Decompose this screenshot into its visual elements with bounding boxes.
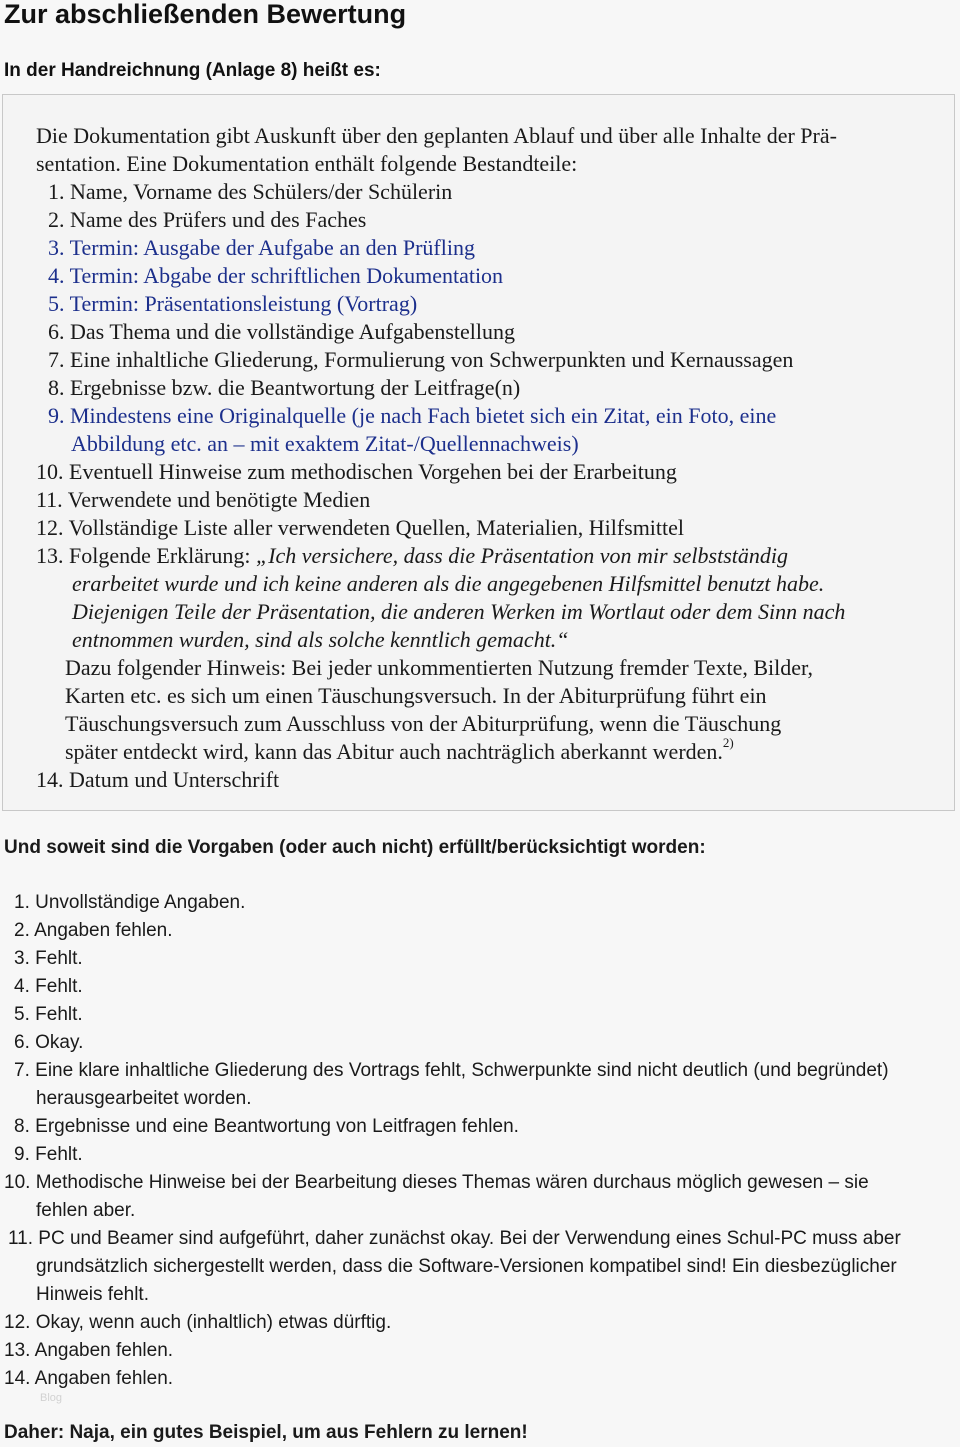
conclusion: Daher: Naja, ein gutes Beispiel, um aus Fehlern zu lernen! — [4, 1422, 528, 1443]
evaluation-item: 7. Eine klare inhaltliche Gliederung des Vortrags fehlt, Schwerpunkte sind nicht deutlich (und begründet) — [14, 1060, 889, 1081]
declaration-line: Diejenigen Teile der Präsentation, die anderen Werken im Wortlaut oder dem Sinn nach — [72, 599, 846, 624]
note-line: Karten etc. es sich um einen Täuschungsversuch. In der Abiturprüfung führt ein — [65, 683, 767, 708]
evaluation-item: 2. Angaben fehlen. — [14, 920, 173, 941]
note-line: später entdeckt wird, kann das Abitur auch nachträglich aberkannt werden.$^{2)}$ — [65, 735, 734, 764]
evaluation-item: 12. Okay, wenn auch (inhaltlich) etwas dürftig. — [4, 1312, 392, 1333]
evaluation-item-continuation: grundsätzlich sichergestellt werden, dass die Software-Versionen kompatibel sind! Ein diesbezüglicher — [36, 1256, 897, 1277]
evaluation-item: 5. Fehlt. — [14, 1004, 83, 1025]
quote-list-item: 14. Datum und Unterschrift — [36, 767, 280, 792]
evaluation-item-continuation: herausgearbeitet worden. — [36, 1088, 252, 1109]
declaration-line: erarbeitet wurde und ich keine anderen als die angegebenen Hilfsmittel benutzt habe. — [72, 571, 825, 596]
evaluation-item: 11. PC und Beamer sind aufgeführt, daher zunächst okay. Bei der Verwendung eines Schul-PC muss aber — [8, 1228, 901, 1249]
evaluation-item-continuation: fehlen aber. — [36, 1200, 136, 1221]
quote-list-item: 10. Eventuell Hinweise zum methodischen Vorgehen bei der Erarbeitung — [36, 459, 677, 484]
quote-list-item: 8. Ergebnisse bzw. die Beantwortung der Leitfrage(n) — [48, 375, 521, 400]
quote-list-item-continuation: Abbildung etc. an – mit exaktem Zitat-/Quellennachweis) — [71, 431, 579, 456]
quote-list-item: 11. Verwendete und benötigte Medien — [36, 487, 371, 512]
quote-paragraph-line: Die Dokumentation gibt Auskunft über den geplanten Ablauf und über alle Inhalte der Prä- — [36, 123, 837, 148]
evaluation-item: 8. Ergebnisse und eine Beantwortung von Leitfragen fehlen. — [14, 1116, 519, 1137]
evaluation-item: 10. Methodische Hinweise bei der Bearbeitung dieses Themas wären durchaus möglich gewesen – sie — [4, 1172, 869, 1193]
quote-list-item: 7. Eine inhaltliche Gliederung, Formulierung von Schwerpunkten und Kernaussagen — [48, 347, 794, 372]
quote-list-item: 3. Termin: Ausgabe der Aufgabe an den Prüfling — [48, 235, 475, 260]
evaluation-item: 13. Angaben fehlen. — [4, 1340, 174, 1361]
quote-list-item: 2. Name des Prüfers und des Faches — [48, 207, 367, 232]
quote-list-item: 4. Termin: Abgabe der schriftlichen Dokumentation — [48, 263, 504, 288]
evaluation-item: 9. Fehlt. — [14, 1144, 83, 1165]
evaluation-item-continuation: Hinweis fehlt. — [36, 1284, 149, 1305]
note-line: Dazu folgender Hinweis: Bei jeder unkommentierten Nutzung fremder Texte, Bilder, — [65, 655, 813, 680]
intro-heading: In der Handreichnung (Anlage 8) heißt es: — [4, 60, 381, 81]
page-title: Zur abschließenden Bewertung — [4, 0, 407, 29]
footnote-marker: 2) — [722, 735, 734, 750]
quote-paragraph-line: sentation. Eine Dokumentation enthält folgende Bestandteile: — [36, 151, 578, 176]
quote-list-item: 9. Mindestens eine Originalquelle (je nach Fach bietet sich ein Zitat, ein Foto, eine — [48, 403, 777, 428]
evaluation-item: 1. Unvollständige Angaben. — [14, 892, 246, 913]
note-line: Täuschungsversuch zum Ausschluss von der Abiturprüfung, wenn die Täuschung — [65, 711, 782, 736]
quote-list-item: 12. Vollständige Liste aller verwendeten Quellen, Materialien, Hilfsmittel — [36, 515, 685, 540]
quote-list-item: 5. Termin: Präsentationsleistung (Vortrag) — [48, 291, 418, 316]
declaration-line: entnommen wurden, sind als solche kenntlich gemacht.“ — [72, 627, 569, 652]
quote-list-item-13: 13. Folgende Erklärung: „Ich versichere, dass die Präsentation von mir selbstständig — [36, 543, 788, 568]
quote-list-item: 6. Das Thema und die vollständige Aufgabenstellung — [48, 319, 516, 344]
watermark: Blog — [40, 1392, 63, 1404]
evaluation-item: 3. Fehlt. — [14, 948, 83, 969]
evaluation-heading: Und soweit sind die Vorgaben (oder auch nicht) erfüllt/berücksichtigt worden: — [4, 837, 706, 858]
evaluation-item: 6. Okay. — [14, 1032, 84, 1053]
evaluation-item: 4. Fehlt. — [14, 976, 83, 997]
quote-list-item: 1. Name, Vorname des Schülers/der Schülerin — [48, 179, 453, 204]
evaluation-item: 14. Angaben fehlen. — [4, 1368, 174, 1389]
